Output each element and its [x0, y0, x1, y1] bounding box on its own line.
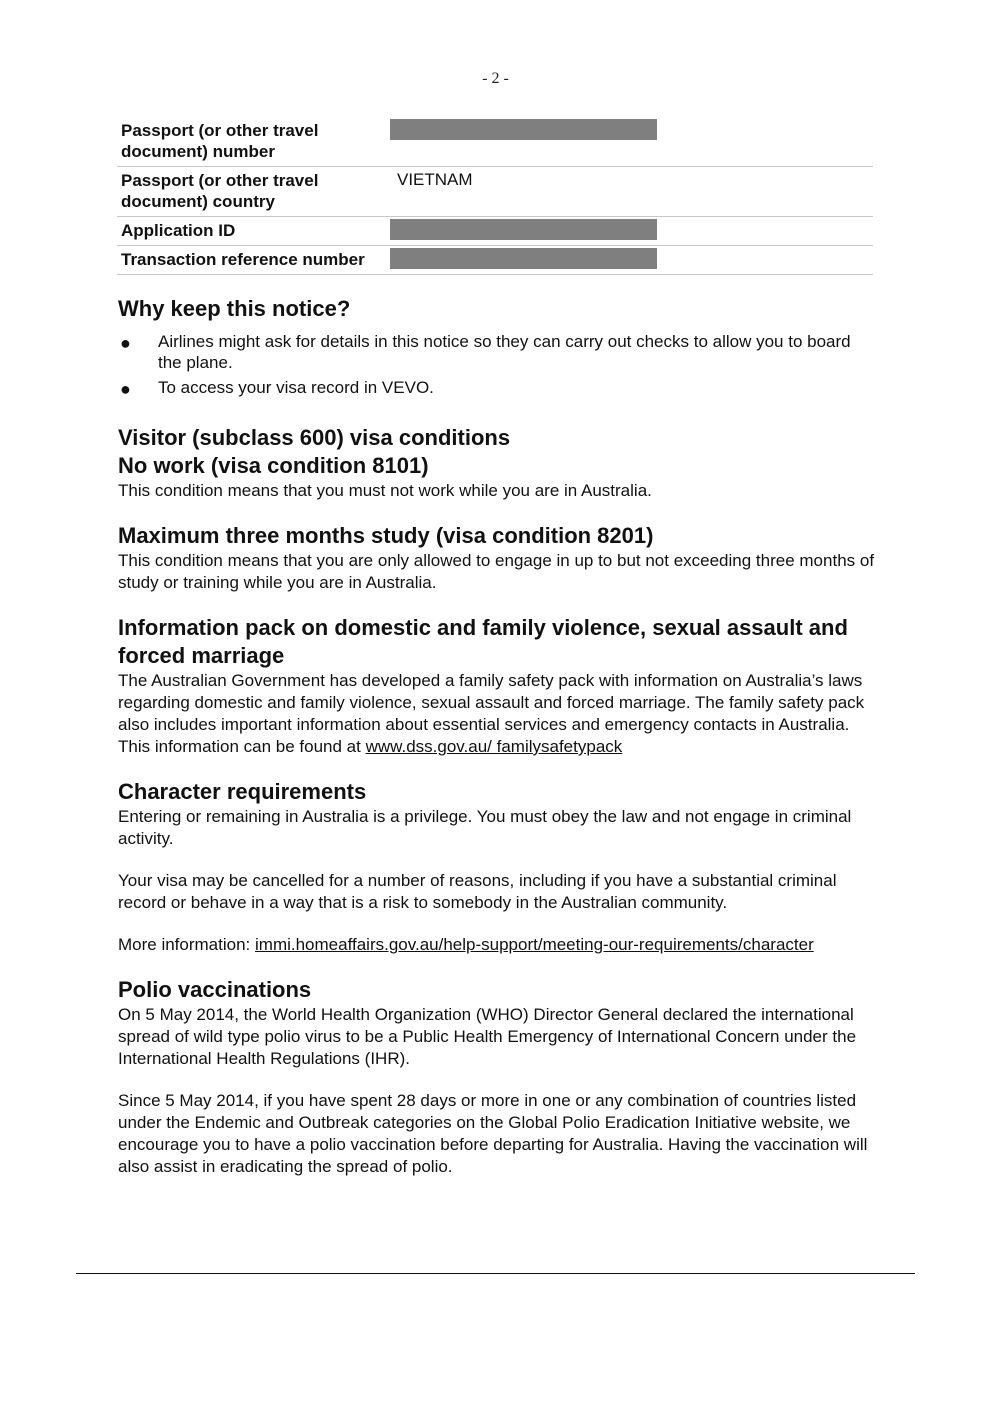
table-row [117, 246, 873, 275]
passport-country-value: VIETNAM [397, 170, 473, 189]
character-requirements-link[interactable]: immi.homeaffairs.gov.au/help-support/meeting-our-requirements/character [255, 935, 814, 954]
notice-body [118, 295, 878, 1178]
polio-para-2: Since 5 May 2014, if you have spent 28 days or more in one or any combination of countries listed under the Endemic and Outbreak categories on the Global Polio Eradication Initiative website, we encourage you to have a polio vaccination before departing for Australia. Having the vaccination will also assist in eradicating the spread of polio. [118, 1091, 868, 1176]
footer-divider [76, 1273, 915, 1274]
passport-number-label: Passport (or other travel document) number [121, 121, 319, 161]
passport-country-label: Passport (or other travel document) country [121, 171, 319, 211]
info-pack-text: The Australian Government has developed a family safety pack with information on Australia’s laws regarding domestic and family violence, sexual assault and forced marriage. The family safety pack also includes important information about essential services and emergency contacts in Australia. This information can be found at www.dss.gov.au/ familysafetypack [118, 671, 865, 756]
application-id-label: Application ID [121, 221, 236, 240]
table-row [117, 217, 873, 246]
why-keep-heading: Why keep this notice? [118, 296, 351, 321]
study-text: This condition means that you are only allowed to engage in up to but not exceeding three months of study or training while you are in Australia. [118, 551, 875, 592]
redacted-application-id [390, 219, 657, 240]
polio-heading: Polio vaccinations [118, 977, 312, 1002]
study-heading: Maximum three months study (visa condition 8201) [118, 523, 654, 548]
no-work-text: This condition means that you must not work while you are in Australia. [118, 481, 652, 500]
page-number: - 2 - [482, 70, 509, 87]
character-more-info: More information: immi.homeaffairs.gov.au/help-support/meeting-our-requirements/character [118, 935, 814, 954]
transaction-reference-label: Transaction reference number [121, 250, 365, 269]
family-safety-pack-link[interactable]: www.dss.gov.au/ familysafetypack [365, 737, 623, 756]
list-item: ● Airlines might ask for details in this notice so they can carry out checks to allow you to board the plane. [120, 332, 851, 372]
table-row [117, 117, 873, 167]
polio-para-1: On 5 May 2014, the World Health Organization (WHO) Director General declared the international spread of wild type polio virus to be a Public Health Emergency of International Concern under the International Health Regulations (IHR). [118, 1005, 857, 1068]
why-keep-list [118, 331, 878, 398]
table-row [117, 167, 873, 217]
redacted-transaction-reference [390, 248, 657, 269]
bullet-icon: ● [120, 333, 131, 353]
no-work-heading: No work (visa condition 8101) [118, 453, 429, 478]
visa-details-table [117, 117, 873, 275]
character-para-1: Entering or remaining in Australia is a privilege. You must obey the law and not engage in criminal activity. [118, 807, 852, 848]
redacted-passport-number [390, 119, 657, 140]
bullet-icon: ● [120, 379, 131, 399]
info-pack-heading: Information pack on domestic and family violence, sexual assault and forced marriage [118, 615, 848, 668]
list-item: ● To access your visa record in VEVO. [120, 378, 434, 399]
visa-conditions-heading: Visitor (subclass 600) visa conditions [118, 425, 511, 450]
character-heading: Character requirements [118, 779, 367, 804]
character-para-2: Your visa may be cancelled for a number of reasons, including if you have a substantial criminal record or behave in a way that is a risk to somebody in the Australian community. [118, 871, 837, 912]
